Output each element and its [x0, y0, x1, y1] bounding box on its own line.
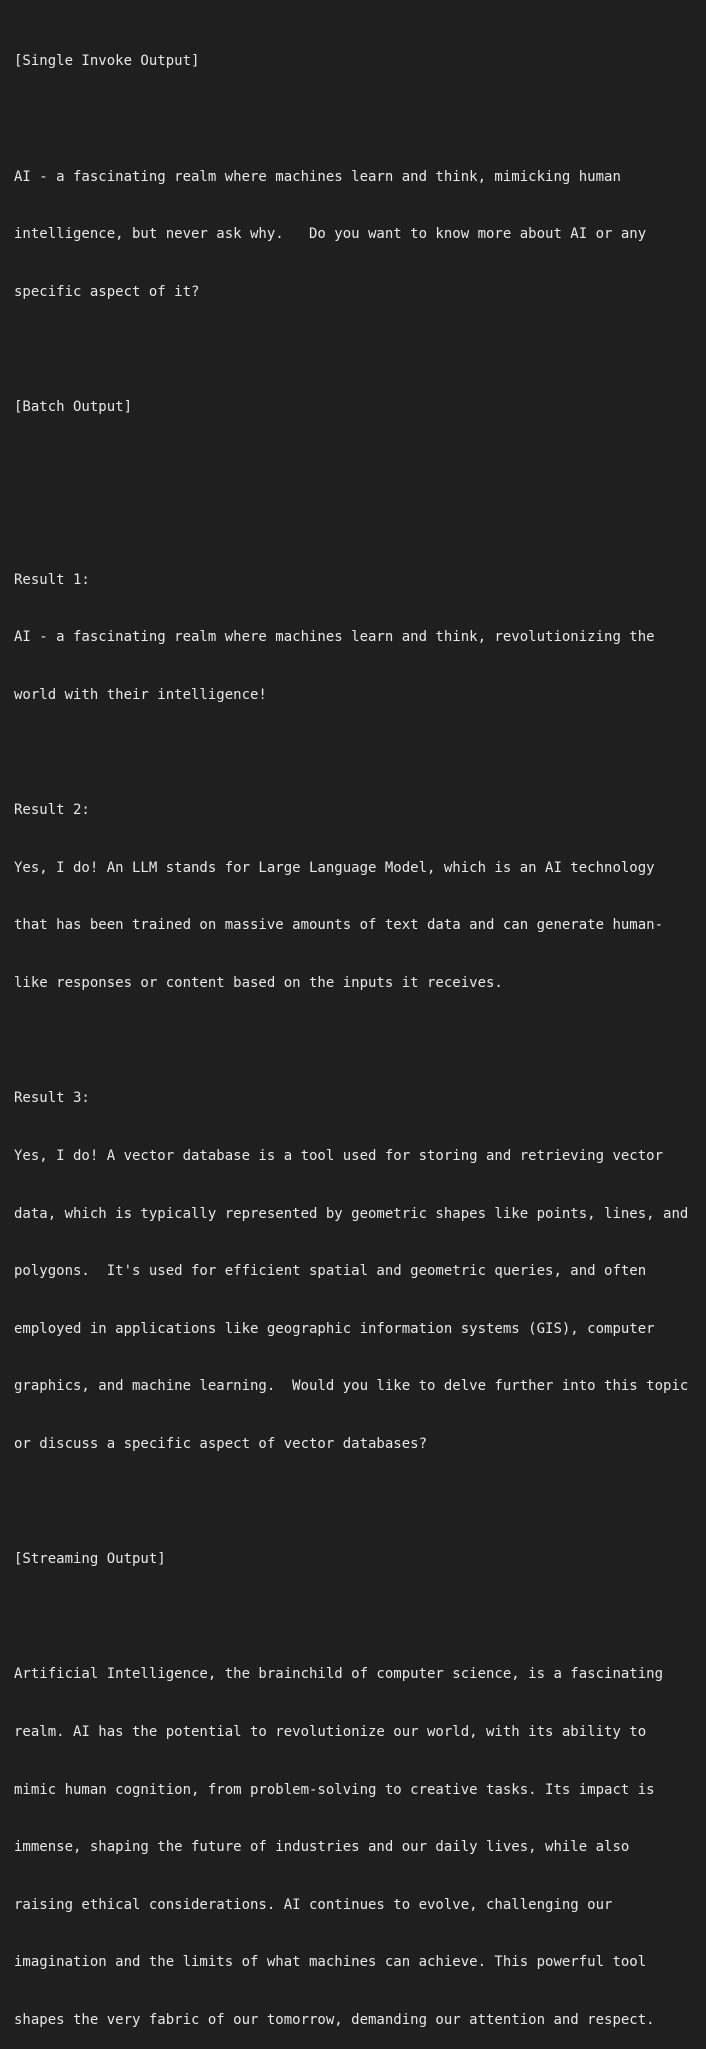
output-line: that has been trained on massive amounts of text data and can generate human-	[14, 917, 664, 934]
output-line: raising ethical considerations. AI continues to evolve, challenging our	[14, 1896, 613, 1913]
result-label-3: Result 3:	[14, 1090, 90, 1107]
blank-line	[14, 1032, 692, 1051]
output-line: data, which is typically represented by geometric shapes like points, lines, and	[14, 1205, 689, 1222]
section-header-streaming: [Streaming Output]	[14, 1551, 166, 1568]
output-line: employed in applications like geographic information systems (GIS), computer	[14, 1320, 655, 1337]
output-line: imagination and the limits of what machines can achieve. This powerful tool	[14, 1954, 647, 1971]
output-line: graphics, and machine learning. Would you like to delve further into this topic	[14, 1378, 689, 1395]
result-label-1: Result 1:	[14, 571, 90, 588]
output-line: AI - a fascinating realm where machines learn and think, revolutionizing the	[14, 629, 655, 646]
output-line: realm. AI has the potential to revolutionize our world, with its ability to	[14, 1723, 647, 1740]
output-line: Yes, I do! An LLM stands for Large Language Model, which is an AI technology	[14, 859, 655, 876]
blank-line	[14, 744, 692, 763]
result-label-2: Result 2:	[14, 802, 90, 819]
output-line: like responses or content based on the inputs it receives.	[14, 975, 503, 992]
output-line: specific aspect of it?	[14, 283, 200, 300]
blank-line	[14, 1493, 692, 1512]
section-header-single-invoke: [Single Invoke Output]	[14, 53, 200, 70]
output-line: Yes, I do! A vector database is a tool used for storing and retrieving vector	[14, 1147, 664, 1164]
output-line: AI - a fascinating realm where machines learn and think, mimicking human	[14, 168, 621, 185]
output-line: intelligence, but never ask why. Do you want to know more about AI or any	[14, 226, 647, 243]
output-line: or discuss a specific aspect of vector databases?	[14, 1435, 428, 1452]
output-line: world with their intelligence!	[14, 687, 267, 704]
output-line: immense, shaping the future of industries and our daily lives, while also	[14, 1839, 630, 1856]
output-line: polygons. It's used for efficient spatial and geometric queries, and often	[14, 1263, 647, 1280]
blank-line	[14, 1608, 692, 1627]
output-line: mimic human cognition, from problem-solving to creative tasks. Its impact is	[14, 1781, 655, 1798]
output-line: shapes the very fabric of our tomorrow, demanding our attention and respect.	[14, 2012, 655, 2028]
blank-line	[14, 340, 692, 359]
blank-line	[14, 110, 692, 129]
section-header-batch: [Batch Output]	[14, 399, 133, 416]
output-line: Artificial Intelligence, the brainchild of computer science, is a fascinating	[14, 1666, 664, 1683]
blank-line	[14, 456, 692, 475]
blank-line	[14, 513, 692, 532]
